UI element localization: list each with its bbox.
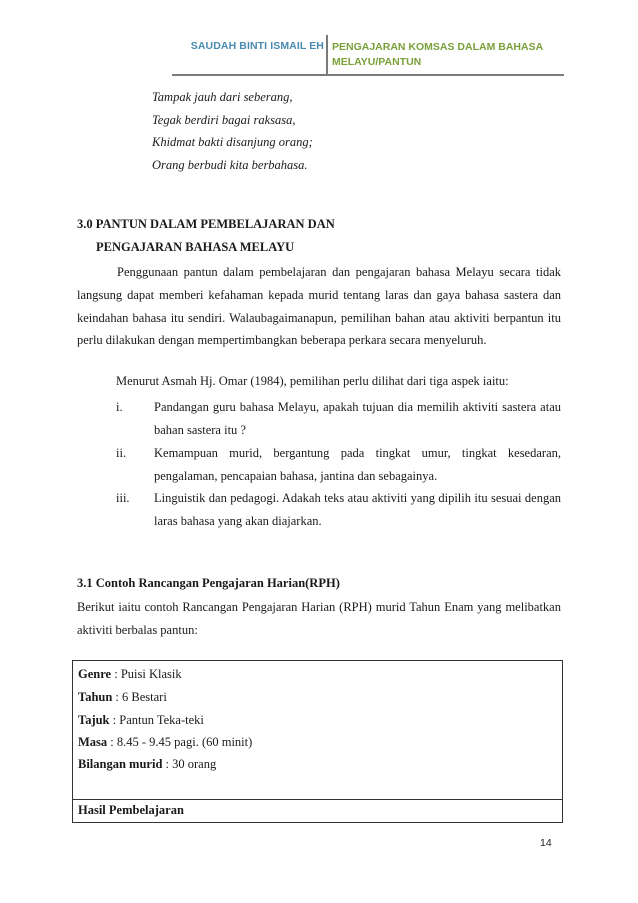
header-topic <box>332 40 562 70</box>
poem-line: Orang berbudi kita berbahasa. <box>152 157 308 172</box>
aspects-intro: Menurut Asmah Hj. Omar (1984), pemilihan perlu dilihat dari tiga aspek iaitu: <box>116 374 509 388</box>
page-number: 14 <box>540 837 552 849</box>
section-3-paragraph <box>77 261 561 352</box>
rph-table-divider <box>73 799 562 800</box>
header-topic-line2: MELAYU/PANTUN <box>332 56 422 68</box>
aspect-number: ii. <box>116 446 127 460</box>
rph-masa <box>78 735 252 750</box>
rph-tahun-value: : 6 Bestari <box>112 690 167 704</box>
rph-tahun-label: Tahun <box>78 690 113 704</box>
rph-genre-label: Genre <box>78 667 112 681</box>
poem-line: Tegak berdiri bagai raksasa, <box>152 112 296 127</box>
aspect-number: i. <box>116 400 123 414</box>
poem-line: Khidmat bakti disanjung orang; <box>152 135 313 149</box>
header-rule <box>172 74 564 76</box>
section-3-heading-line1: 3.0 PANTUN DALAM PEMBELAJARAN DAN <box>77 217 335 231</box>
rph-table <box>72 660 563 823</box>
pantun-poem <box>152 86 313 176</box>
aspect-text: Linguistik dan pedagogi. Adakah teks atau aktiviti yang dipilih itu sesuai dengan laras bahasa yang akan diajarkan. <box>154 491 561 528</box>
poem-line: Tampak jauh dari seberang, <box>152 90 293 104</box>
section-3-1-heading: 3.1 Contoh Rancangan Pengajaran Harian(RPH) <box>77 576 340 590</box>
section-3-heading-line2: PENGAJARAN BAHASA MELAYU <box>96 240 295 254</box>
aspect-item <box>116 442 561 488</box>
rph-masa-value: : 8.45 - 9.45 pagi. (60 minit) <box>107 735 253 749</box>
rph-masa-label: Masa <box>78 735 108 749</box>
rph-genre <box>78 667 182 682</box>
rph-tajuk-value: : Pantun Teka-teki <box>109 713 204 727</box>
rph-tajuk <box>78 713 204 728</box>
rph-tajuk-label: Tajuk <box>78 713 110 727</box>
rph-hasil-label: Hasil Pembelajaran <box>78 803 184 817</box>
rph-hasil <box>78 803 184 818</box>
rph-bilangan-label: Bilangan murid <box>78 757 163 771</box>
aspect-item <box>116 487 561 533</box>
rph-bilangan <box>78 757 216 772</box>
aspect-item <box>116 396 561 442</box>
rph-tahun <box>78 690 167 705</box>
header-topic-line1: PENGAJARAN KOMSAS DALAM BAHASA <box>332 41 544 53</box>
header-divider <box>326 35 328 75</box>
aspect-text: Pandangan guru bahasa Melayu, apakah tujuan dia memilih aktiviti sastera atau bahan sastera itu ? <box>154 400 561 437</box>
section-3-1-paragraph: Berikut iaitu contoh Rancangan Pengajaran Harian (RPH) murid Tahun Enam yang melibatkan aktiviti berbalas pantun: <box>77 600 561 637</box>
section-3-paragraph-text: Penggunaan pantun dalam pembelajaran dan pengajaran bahasa Melayu secara tidak langsung dapat memberi kefahaman kepada murid tentang laras dan gaya bahasa sastera dan keindahan bahasa itu sendiri. Walaubagaimanapun, pemilihan bahan atau aktiviti berpantun itu perlu dilakukan dengan mempertimbangkan beberapa perkara secara menyeluruh. <box>77 265 561 348</box>
header-author: SAUDAH BINTI ISMAIL EH <box>190 40 324 52</box>
rph-genre-value: : Puisi Klasik <box>111 667 182 681</box>
aspect-number: iii. <box>116 491 130 505</box>
aspect-text: Kemampuan murid, bergantung pada tingkat umur, tingkat kesedaran, pengalaman, pencapaian bahasa, jantina dan sebagainya. <box>154 446 561 483</box>
rph-bilangan-value: : 30 orang <box>162 757 217 771</box>
